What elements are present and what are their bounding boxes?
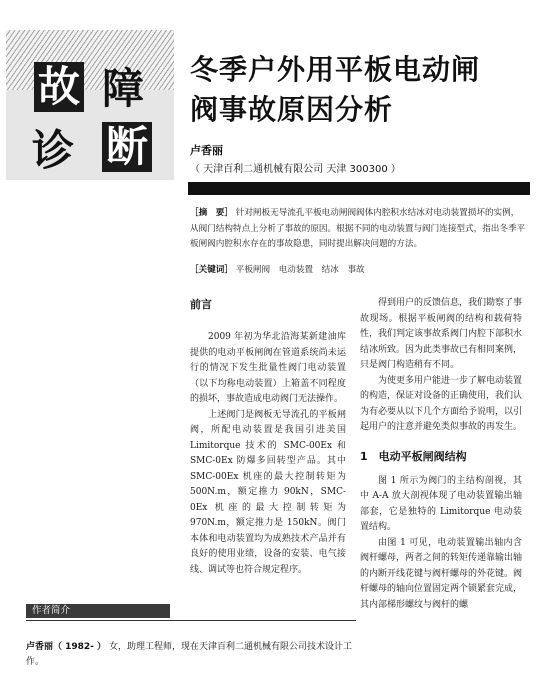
paragraph: 由图 1 可见，电动装置输出轴内含阀杆螺母，两者之间的转矩传递靠输出轴的内断开线花键与阀杆螺母的外花键。阀杆螺母的轴向位置固定两个锁紧套完成，其内部梯形螺纹与阀杆的螺 (360, 537, 523, 610)
keywords (190, 263, 526, 277)
author-name: 卢香丽 (190, 144, 223, 157)
left-column (190, 296, 346, 578)
badge-decoration (6, 30, 174, 90)
badge-char-1: 故 (34, 62, 84, 112)
header-rule (188, 182, 530, 195)
title-line-2: 阀事故原因分析 (190, 93, 394, 126)
paragraph: 2009 年初为华北沿海某新建油库提供的电动平板闸阀在管道系统尚未运行的情况下发生批量性阀门电动装置（以下均称电动装置）上箱盖不同程度的损坏，事故造成电动阀门无法操作。 (190, 332, 346, 404)
paragraph: 得到用户的反馈信息，我们勘察了事故现场。根据平板闸阀的结构和载荷特性，我们判定该事故系阀门内腔下部积水结冰所致。因为此类事故已有相同案例，只是阀门构造稍有不同。 (360, 298, 523, 370)
keywords-text: 平板闸阀 电动装置 结冰 事故 (235, 265, 365, 275)
paragraph: 为使更多用户能进一步了解电动装置的构造，保证对设备的正确使用，我们认为有必要从以下几个方面给予说明，以引起用户的注意并避免类似事故的再发生。 (360, 375, 523, 432)
badge-char-3: 诊 (31, 126, 74, 175)
section-heading-1: 1 电动平板闸阀结构 (360, 449, 467, 463)
author-box-rule (26, 620, 356, 621)
author-box-label: 作者简介 (26, 604, 170, 618)
paragraph: 图 1 所示为阀门的主结构剖视，其中 A-A 放大剖视体现了电动装置输出轴部套，它是独特的 Limitorque 电动装置结构。 (360, 475, 522, 532)
right-column (360, 296, 522, 613)
abstract-text: 针对闸板无导流孔平板电动闸阀阀体内腔积水结冰对电动装置损坏的实例，从阀门结构特点上分析了事故的原因。根据不同的电动装置与阀门连接型式，指出冬季平板闸阀内腔积水存在的事故隐患，同时提出解决问题的方法。 (190, 208, 526, 249)
abstract-label: ［摘 要］ (190, 208, 233, 218)
section-heading-preface: 前言 (190, 298, 212, 311)
badge-char-2: 障 (101, 64, 144, 113)
author-bio-text: 女，助理工程师，现在天津百利二通机械有限公司技术设计工作。 (26, 642, 352, 667)
keywords-label: ［关键词］ (190, 265, 233, 275)
abstract (190, 206, 526, 253)
author-bio-name: 卢香丽（ 1982- ） (26, 642, 107, 652)
column-badge (6, 30, 174, 180)
badge-char-4: 断 (102, 122, 152, 172)
author-affiliation: （ 天津百利二通机械有限公司 天津 300300 ） (190, 164, 401, 175)
article-title (190, 50, 530, 130)
title-line-1: 冬季户外用平板电动闸 (190, 53, 481, 86)
paragraph: 上述阀门是阀板无导流孔的平板闸阀，所配电动装置是我国引进美国 Limitorque 技术的 SMC-00Ex 和 SMC-0Ex 防爆多回转型产品。其中 SMC-00Ex 机座的最大控制转矩为 500N.m，额定推力 90kN，SMC-0Ex 机座的最大控制转矩为 970N.m，额定推力是 150kN。阀门本体和电动装置均为成熟技术产品并有良好的使用业绩，设备的安装、电气接线、调试等也符合规定程序。 (190, 409, 346, 575)
author-bio (26, 640, 356, 670)
